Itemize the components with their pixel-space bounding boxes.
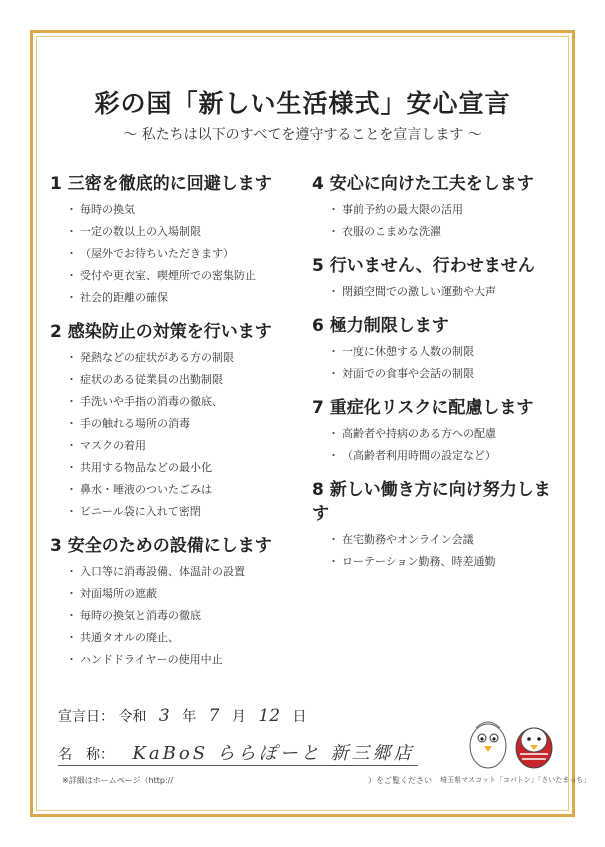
section-items	[50, 202, 305, 306]
list-item: ・ 共用する物品などの最小化	[70, 460, 305, 476]
section-items	[312, 344, 557, 382]
section-heading: 2 感染防止の対策を行います	[50, 322, 272, 342]
name-value: KaBoS ららぽーと 新三郷店	[132, 743, 415, 764]
mascot-caption: 埼玉県マスコット「コバトン」「さいたまっち」	[440, 776, 591, 784]
list-item: ・ 一定の数以上の入場制限	[70, 224, 305, 240]
section-items	[312, 532, 557, 570]
right-column	[312, 172, 557, 584]
list-item: ・ 受付や更衣室、喫煙所での密集防止	[70, 268, 305, 284]
list-item: ・ （屋外でお待ちいただきます）	[70, 246, 305, 262]
list-item: ・ 一度に休憩する人数の制限	[332, 344, 557, 360]
list-item: ・ 発熱などの症状がある方の制限	[70, 350, 305, 366]
saitamacchi-mascot-icon	[516, 728, 552, 768]
mascot-illustration	[464, 710, 560, 772]
section-items	[312, 284, 557, 300]
year-unit: 年	[182, 709, 197, 725]
section-items	[312, 426, 557, 464]
section-items	[312, 202, 557, 240]
list-item: ・ 事前予約の最大限の活用	[332, 202, 557, 218]
list-item: ・ ハンドドライヤーの使用中止	[70, 652, 305, 668]
list-item: ・ 閉鎖空間での激しい運動や大声	[332, 284, 557, 300]
list-item: ・ 手の触れる場所の消毒	[70, 416, 305, 432]
page-title: 彩の国「新しい生活様式」安心宣言	[94, 89, 511, 118]
footer-note-left: ※詳細はホームページ（http://	[62, 776, 174, 785]
commitment-section	[312, 396, 557, 464]
list-item: ・ 鼻水・唾液のついたごみは	[70, 482, 305, 498]
list-item: ・ ローテーション勤務、時差通勤	[332, 554, 557, 570]
list-item: ・ 毎時の換気	[70, 202, 305, 218]
name-underline	[58, 765, 418, 766]
section-items	[50, 564, 305, 668]
list-item: ・ （高齢者利用時間の設定など）	[332, 448, 557, 464]
list-item: ・ 手洗いや手指の消毒の徹底、	[70, 394, 305, 410]
list-item: ・ 在宅勤務やオンライン会議	[332, 532, 557, 548]
section-heading: 7 重症化リスクに配慮します	[312, 398, 534, 418]
declaration-date-row	[58, 706, 306, 726]
list-item: ・ 社会的距離の確保	[70, 290, 305, 306]
section-heading: 5 行いません、行わせません	[312, 256, 535, 276]
commitment-section	[312, 478, 557, 570]
commitment-section	[312, 172, 557, 240]
list-item: ・ 対面での食事や会話の制限	[332, 366, 557, 382]
commitment-section	[50, 172, 305, 306]
list-item: ・ ビニール袋に入れて密閉	[70, 504, 305, 520]
list-item: ・ 衣服のこまめな洗濯	[332, 224, 557, 240]
day-value: 12	[258, 706, 281, 726]
kobaton-mascot-icon	[470, 722, 506, 768]
year-value: 3	[158, 706, 170, 726]
declaration-date-label: 宣言日：	[58, 709, 114, 725]
footer-note-mid: ）をご覧ください	[368, 776, 432, 785]
list-item: ・ マスクの着用	[70, 438, 305, 454]
section-heading: 4 安心に向けた工夫をします	[312, 174, 534, 194]
name-row	[58, 739, 428, 765]
page-subtitle: ～ 私たちは以下のすべてを遵守することを宣言します ～	[123, 127, 482, 143]
commitment-section	[312, 314, 557, 382]
commitment-section	[50, 534, 305, 668]
commitment-section	[312, 254, 557, 300]
list-item: ・ 症状のある従業員の出勤制限	[70, 372, 305, 388]
commitment-section	[50, 320, 305, 520]
name-label: 名 称：	[58, 747, 114, 763]
list-item: ・ 対面場所の遮蔽	[70, 586, 305, 602]
section-heading: 1 三密を徹底的に回避します	[50, 174, 272, 194]
section-heading: 3 安全のための設備にします	[50, 536, 272, 556]
era-label: 令和	[118, 709, 147, 725]
day-unit: 日	[292, 709, 307, 725]
list-item: ・ 共通タオルの廃止、	[70, 630, 305, 646]
list-item: ・ 入口等に消毒設備、体温計の設置	[70, 564, 305, 580]
list-item: ・ 高齢者や持病のある方への配慮	[332, 426, 557, 442]
section-heading: 6 極力制限します	[312, 316, 449, 336]
section-heading: 8 新しい働き方に向け努力します	[312, 480, 551, 524]
month-value: 7	[208, 706, 220, 726]
section-items	[50, 350, 305, 520]
list-item: ・ 毎時の換気と消毒の徹底	[70, 608, 305, 624]
left-column	[50, 172, 305, 682]
month-unit: 月	[231, 709, 246, 725]
